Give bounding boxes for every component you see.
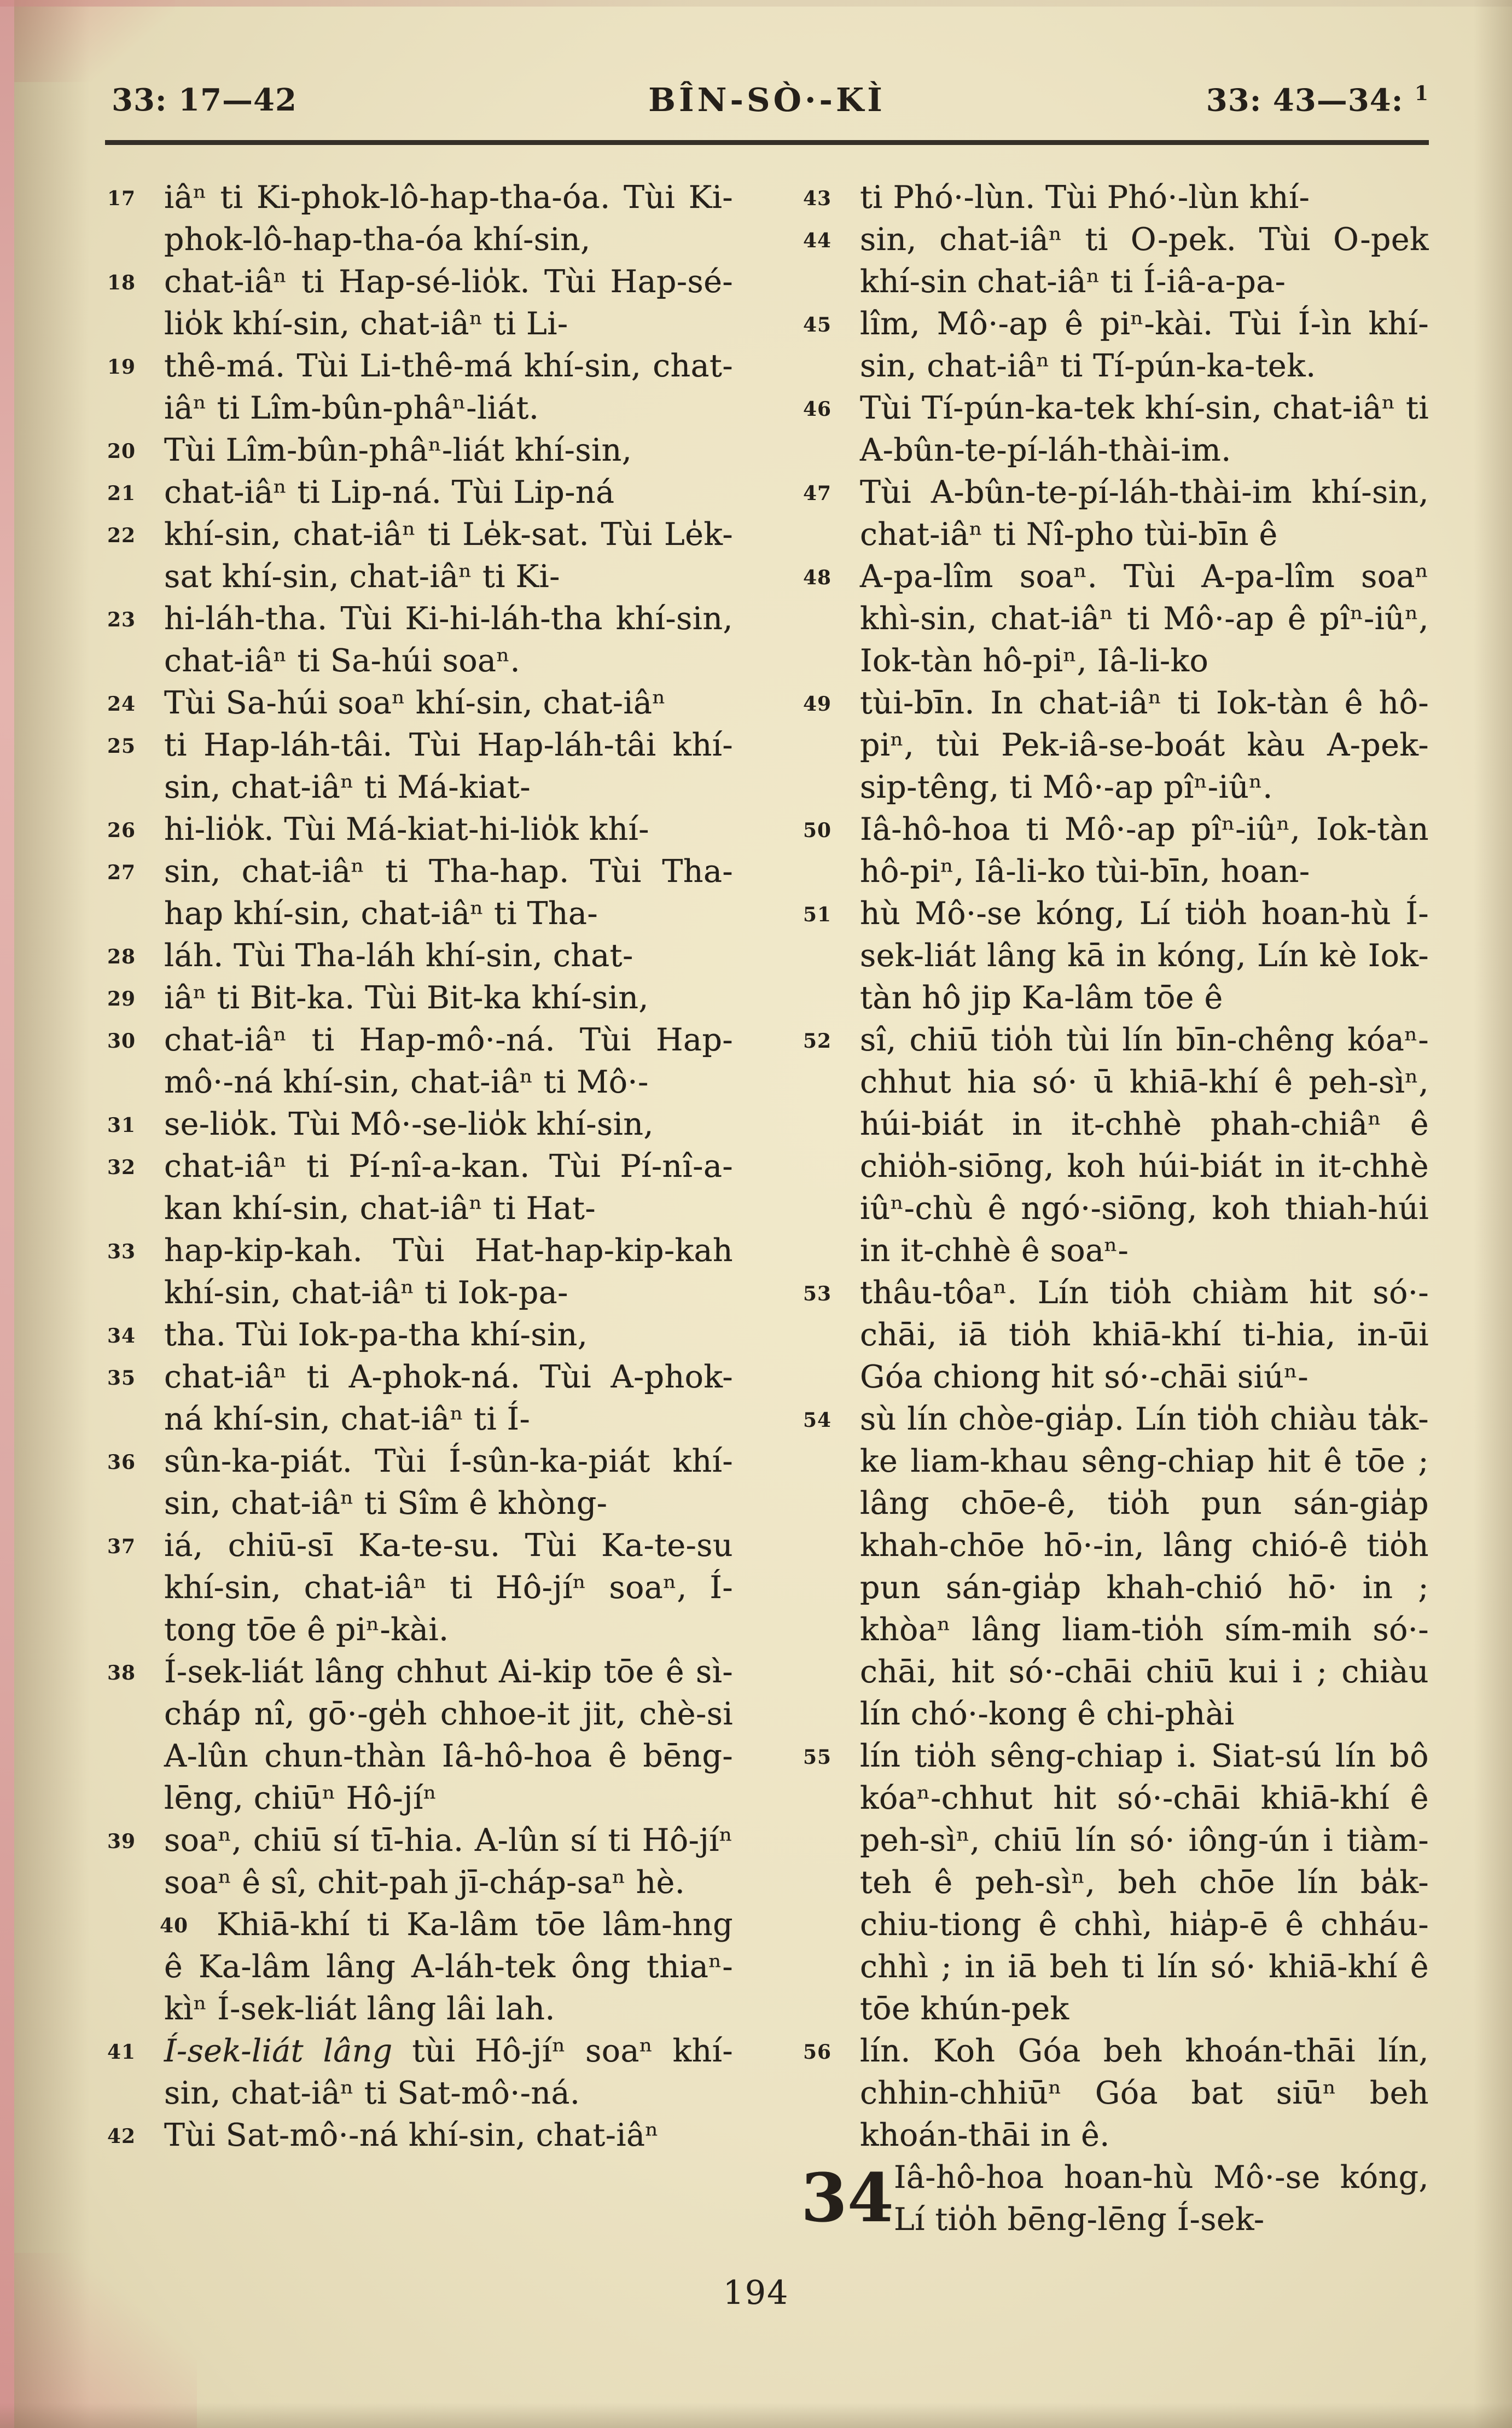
verse-number: 32	[107, 1156, 136, 1179]
verse-27: 27 sin, chat-iâⁿ ti Tha-hap. Tùi Tha-hap khí-sin, chat-iâⁿ ti Tha-	[164, 851, 733, 935]
verse-number: 34	[107, 1325, 136, 1347]
verse-number: 38	[107, 1662, 136, 1685]
verse-20: 20 Tùi Lîm-bûn-phâⁿ-liát khí-sin,	[164, 429, 733, 472]
verse-39: 39 soaⁿ, chiū sí tī-hia. A-lûn sí ti Hô-jíⁿ soaⁿ ê sî, chit-pah jī-cháp-saⁿ hè.	[164, 1820, 733, 1904]
verse-number: 36	[107, 1451, 136, 1474]
verse-number: 48	[803, 566, 832, 589]
verse-30: 30 chat-iâⁿ ti Hap-mô·-ná. Tùi Hap-mô·-ná khí-sin, chat-iâⁿ ti Mô·-	[164, 1019, 733, 1103]
verse-38: 38 Í-sek-liát lâng chhut Ai-kip tōe ê sì-cháp nî, gō·-ge̍h chhoe-it jit, chè-si A-lûn chun-thàn Iâ-hô-hoa ê bēng-lēng, chiūⁿ Hô-jíⁿ	[164, 1651, 733, 1820]
header-left-reference: 33: 17—42	[112, 82, 297, 118]
verse-35: 35 chat-iâⁿ ti A-phok-ná. Tùi A-phok-ná khí-sin, chat-iâⁿ ti Í-	[164, 1356, 733, 1440]
header-right-reference	[1206, 82, 1429, 119]
header-right-reference-text: 33: 43—34:	[1206, 82, 1404, 119]
verse-number: 42	[107, 2125, 136, 2148]
verse-number: 43	[803, 187, 832, 210]
verse-31: 31 se-lio̍k. Tùi Mô·-se-lio̍k khí-sin,	[164, 1103, 733, 1146]
page-edge-left	[0, 0, 14, 2428]
verse-26: 26 hi-lio̍k. Tùi Má-kiat-hi-lio̍k khí-	[164, 809, 733, 851]
verse-number: 37	[107, 1535, 136, 1558]
verse-47: 47 Tùi A-bûn-te-pí-láh-thài-im khí-sin, chat-iâⁿ ti Nî-pho tùi-bīn ê	[860, 472, 1429, 556]
verse-17: 17 iâⁿ ti Ki-phok-lô-hap-tha-óa. Tùi Ki-phok-lô-hap-tha-óa khí-sin,	[164, 177, 733, 261]
verse-53: 53 thâu-tôaⁿ. Lín tio̍h chiàm hit só·-chāi, iā tio̍h khiā-khí ti-hia, in-ūi Góa chiong hit só·-chāi siúⁿ-	[860, 1272, 1429, 1398]
verse-51: 51 hù Mô·-se kóng, Lí tio̍h hoan-hù Í-sek-liát lâng kā in kóng, Lín kè Iok-tàn hô jip Ka-lâm tōe ê	[860, 893, 1429, 1019]
verse-number: 29	[107, 988, 136, 1010]
verse-45: 45 lîm, Mô·-ap ê piⁿ-kài. Tùi Í-ìn khí-sin, chat-iâⁿ ti Tí-pún-ka-tek.	[860, 303, 1429, 387]
verse-number: 45	[803, 313, 832, 336]
page-edge-right	[1474, 0, 1512, 2428]
verse-number: 49	[803, 693, 832, 716]
verse-number: 51	[803, 903, 832, 926]
verse-number: 24	[107, 693, 136, 716]
verse-37: 37 iá, chiū-sī Ka-te-su. Tùi Ka-te-su khí-sin, chat-iâⁿ ti Hô-jíⁿ soaⁿ, Í-tong tōe ê piⁿ-kài.	[164, 1525, 733, 1651]
verse-40: 40 Khiā-khí ti Ka-lâm tōe lâm-hng ê Ka-lâm lâng A-láh-tek ông thiaⁿ-kìⁿ Í-sek-liát lâng lâi lah.	[164, 1904, 733, 2030]
verse-number: 56	[803, 2041, 832, 2064]
verse-number: 23	[107, 608, 136, 631]
verse-29: 29 iâⁿ ti Bit-ka. Tùi Bit-ka khí-sin,	[164, 977, 733, 1019]
chapter-number: 34	[801, 2158, 894, 2237]
verse-44: 44 sin, chat-iâⁿ ti O-pek. Tùi O-pek khí-sin chat-iâⁿ ti Í-iâ-a-pa-	[860, 219, 1429, 303]
verse-22: 22 khí-sin, chat-iâⁿ ti Le̍k-sat. Tùi Le̍k-sat khí-sin, chat-iâⁿ ti Ki-	[164, 514, 733, 598]
verse-48: 48 A-pa-lîm soaⁿ. Tùi A-pa-lîm soaⁿ khì-sin, chat-iâⁿ ti Mô·-ap ê pîⁿ-iûⁿ, Iok-tàn hô-piⁿ, Iâ-li-ko	[860, 556, 1429, 682]
verse-21: 21 chat-iâⁿ ti Lip-ná. Tùi Lip-ná	[164, 472, 733, 514]
header-rule	[105, 140, 1429, 145]
verse-number: 55	[803, 1746, 832, 1769]
verse-number: 18	[107, 271, 136, 294]
verse-19: 19 thê-má. Tùi Li-thê-má khí-sin, chat-iâⁿ ti Lîm-bûn-phâⁿ-liát.	[164, 345, 733, 429]
chapter-start	[801, 2157, 1429, 2241]
verse-number: 39	[107, 1830, 136, 1853]
verse-number: 19	[107, 356, 136, 379]
verse-52: 52 sî, chiū tio̍h tùi lín bīn-chêng kóaⁿ-chhut hia só· ū khiā-khí ê peh-sìⁿ, húi-biát in it-chhè phah-chiâⁿ ê chio̍h-siōng, koh húi-biát in it-chhè iûⁿ-chù ê ngó·-siōng, koh thiah-húi in it-chhè ê soaⁿ-	[860, 1019, 1429, 1272]
running-header	[105, 82, 1429, 126]
page-edge-top	[0, 0, 1512, 7]
verse-italic-lead: Í-sek-liát lâng	[164, 2033, 412, 2069]
header-right-reference-superscript: 1	[1414, 82, 1429, 105]
text-columns	[105, 177, 1429, 2241]
verse-number: 20	[107, 440, 136, 463]
verse-number: 33	[107, 1240, 136, 1263]
verse-28: 28 láh. Tùi Tha-láh khí-sin, chat-	[164, 935, 733, 977]
page-content	[105, 82, 1429, 2241]
verse-number: 54	[803, 1409, 832, 1432]
verse-41: 41 Í-sek-liát lâng tùi Hô-jíⁿ soaⁿ khí-sin, chat-iâⁿ ti Sat-mô·-ná.	[164, 2030, 733, 2115]
verse-50: 50 Iâ-hô-hoa ti Mô·-ap pîⁿ-iûⁿ, Iok-tàn hô-piⁿ, Iâ-li-ko tùi-bīn, hoan-	[860, 809, 1429, 893]
verse-number: 35	[107, 1367, 136, 1390]
page-number: 194	[723, 2274, 789, 2312]
verse-number: 50	[803, 819, 832, 842]
verse-number: 41	[107, 2041, 136, 2064]
verse-number: 17	[107, 187, 136, 210]
verse-number: 30	[107, 1030, 136, 1053]
verse-number: 22	[107, 524, 136, 547]
chapter-first-verse-text: Iâ-hô-hoa hoan-hù Mô·-se kóng, Lí tio̍h bēng-lēng Í-sek-	[894, 2159, 1429, 2238]
verse-34: 34 tha. Tùi Iok-pa-tha khí-sin,	[164, 1314, 733, 1356]
verse-number: 31	[107, 1114, 136, 1137]
verse-number: 52	[803, 1030, 832, 1053]
verse-number: 47	[803, 482, 832, 505]
verse-18: 18 chat-iâⁿ ti Hap-sé-lio̍k. Tùi Hap-sé-lio̍k khí-sin, chat-iâⁿ ti Li-	[164, 261, 733, 345]
verse-33: 33 hap-kip-kah. Tùi Hat-hap-kip-kah khí-sin, chat-iâⁿ ti Iok-pa-	[164, 1230, 733, 1314]
verse-number: 28	[107, 945, 136, 968]
column-right	[801, 177, 1429, 2241]
verse-23: 23 hi-láh-tha. Tùi Ki-hi-láh-tha khí-sin, chat-iâⁿ ti Sa-húi soaⁿ.	[164, 598, 733, 682]
verse-54: 54 sù lín chòe-gia̍p. Lín tio̍h chiàu ta̍k-ke liam-khau sêng-chiap hit ê tōe ; lâng chōe-ê, tio̍h pun sán-gia̍p khah-chōe hō·-in, lâng chió-ê tio̍h pun sán-gia̍p khah-chió hō· in ; khòaⁿ lâng liam-tio̍h sím-mih só·-chāi, hit só·-chāi chiū kui i ; chiàu lín chó·-kong ê chi-phài	[860, 1398, 1429, 1735]
verse-55: 55 lín tio̍h sêng-chiap i. Siat-sú lín bô kóaⁿ-chhut hit só·-chāi khiā-khí ê peh-sìⁿ, chiū lín só· iông-ún i tiàm-teh ê peh-sìⁿ, beh chōe lín ba̍k-chiu-tiong ê chhì, hia̍p-ē ê chháu-chhì ; in iā beh ti lín só· khiā-khí ê tōe khún-pek	[860, 1735, 1429, 2030]
verse-36: 36 sûn-ka-piát. Tùi Í-sûn-ka-piát khí-sin, chat-iâⁿ ti Sîm ê khòng-	[164, 1440, 733, 1525]
verse-25: 25 ti Hap-láh-tâi. Tùi Hap-láh-tâi khí-sin, chat-iâⁿ ti Má-kiat-	[164, 724, 733, 809]
verse-43: 43 ti Phó·-lùn. Tùi Phó·-lùn khí-	[860, 177, 1429, 219]
book-title: BÎN-SÒ·-KÌ	[648, 81, 886, 119]
verse-number: 53	[803, 1282, 832, 1305]
verse-number: 44	[803, 229, 832, 252]
verse-number: 40	[160, 1914, 189, 1937]
verse-49: 49 tùi-bīn. In chat-iâⁿ ti Iok-tàn ê hô-piⁿ, tùi Pek-iâ-se-boát kàu A-pek-sip-têng, ti Mô·-ap pîⁿ-iûⁿ.	[860, 682, 1429, 809]
verse-56: 56 lín. Koh Góa beh khoán-thāi lín, chhin-chhiūⁿ Góa bat siūⁿ beh khoán-thāi in ê.	[860, 2030, 1429, 2157]
verse-number: 26	[107, 819, 136, 842]
verse-number: 27	[107, 861, 136, 884]
verse-number: 21	[107, 482, 136, 505]
verse-32: 32 chat-iâⁿ ti Pí-nî-a-kan. Tùi Pí-nî-a-kan khí-sin, chat-iâⁿ ti Hat-	[164, 1146, 733, 1230]
verse-24: 24 Tùi Sa-húi soaⁿ khí-sin, chat-iâⁿ	[164, 682, 733, 724]
page-gutter-shadow	[14, 0, 96, 2428]
verse-number: 46	[803, 398, 832, 421]
column-left	[105, 177, 733, 2241]
verse-46: 46 Tùi Tí-pún-ka-tek khí-sin, chat-iâⁿ ti A-bûn-te-pí-láh-thài-im.	[860, 387, 1429, 472]
verse-number: 25	[107, 735, 136, 758]
page-edge-bottom	[0, 2403, 1512, 2428]
verse-42: 42 Tùi Sat-mô·-ná khí-sin, chat-iâⁿ	[164, 2115, 733, 2157]
